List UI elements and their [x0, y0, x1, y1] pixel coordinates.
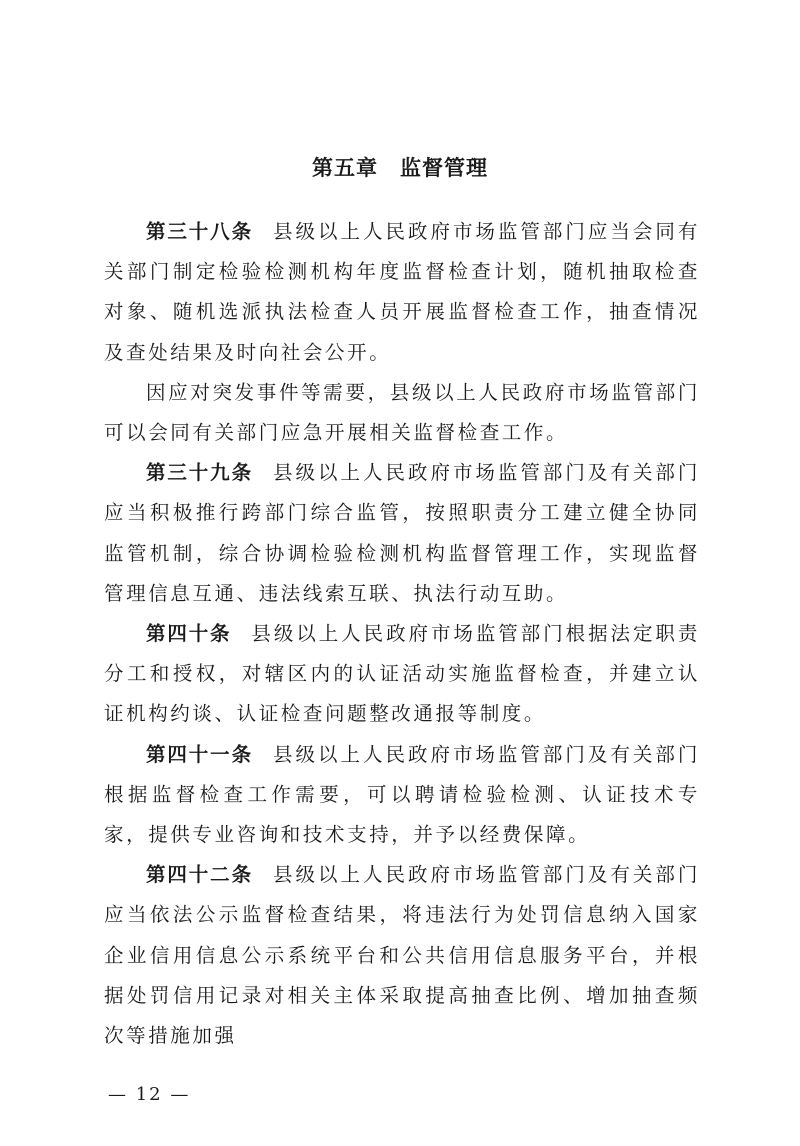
page-number: — 12 —: [108, 1084, 191, 1105]
article-text: 县级以上人民政府市场监管部门及有关部门应当依法公示监督检查结果，将违法行为处罚信息纳入国家企业信用信息公示系统平台和公共信用信息服务平台，并根据处罚信用记录对相关主体采取提高抽查比例、增加抽查频次等措施加强: [104, 863, 700, 1048]
article-number: 第四十二条: [146, 863, 253, 887]
article-paragraph: [104, 735, 700, 856]
document-body: [104, 212, 700, 1056]
chapter-heading: [0, 152, 800, 182]
article-paragraph: [104, 212, 700, 373]
chapter-title: 监督管理: [400, 156, 488, 180]
chapter-number: 第五章: [312, 156, 378, 180]
article-number: 第三十九条: [146, 461, 253, 485]
article-paragraph: [104, 855, 700, 1056]
article-number: 第三十八条: [146, 220, 253, 243]
article-text: 县级以上人民政府市场监管部门根据法定职责分工和授权，对辖区内的认证活动实施监督检查，并建立认证机构约谈、认证检查问题整改通报等制度。: [104, 622, 700, 726]
article-number: 第四十条: [146, 622, 232, 646]
article-paragraph: [104, 453, 700, 614]
article-text: 因应对突发事件等需要，县级以上人民政府市场监管部门可以会同有关部门应急开展相关监督检查工作。: [104, 380, 700, 445]
article-text: 县级以上人民政府市场监管部门应当会同有关部门制定检验检测机构年度监督检查计划，随机抽取检查对象、随机选派执法检查人员开展监督检查工作，抽查情况及查处结果及时向社会公开。: [104, 220, 700, 364]
article-text: 县级以上人民政府市场监管部门及有关部门根据监督检查工作需要，可以聘请检验检测、认证技术专家，提供专业咨询和技术支持，并予以经费保障。: [104, 742, 700, 847]
article-paragraph: [104, 373, 700, 453]
article-paragraph: [104, 614, 700, 735]
article-text: 县级以上人民政府市场监管部门及有关部门应当积极推行跨部门综合监管，按照职责分工建立健全协同监管机制，综合协调检验检测机构监督管理工作，实现监督管理信息互通、违法线索互联、执法行动互助。: [104, 461, 700, 605]
article-number: 第四十一条: [146, 742, 253, 766]
